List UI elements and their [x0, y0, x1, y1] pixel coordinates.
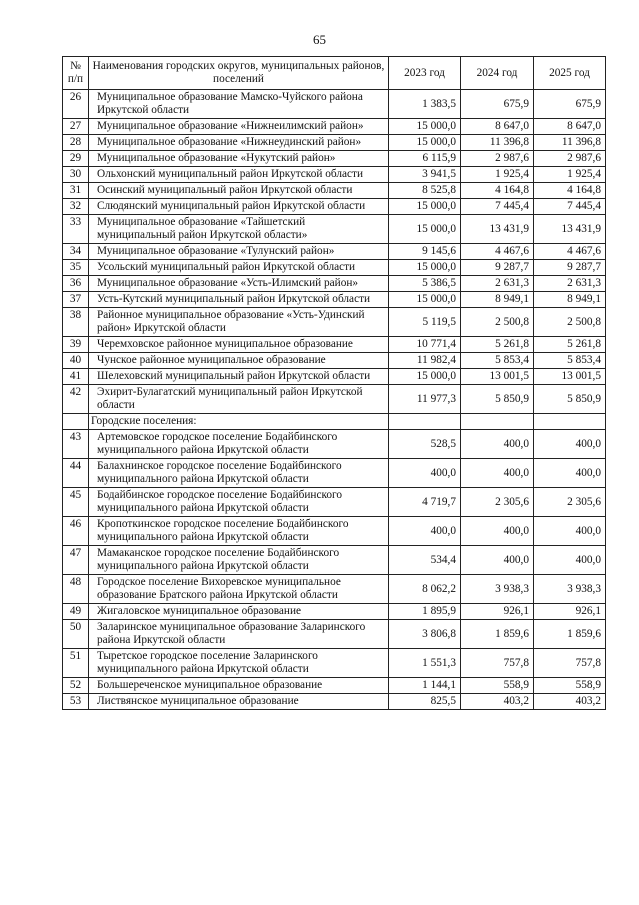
municipality-name: Муниципальное образование «Усть-Илимский район»: [89, 276, 389, 292]
municipality-name: Муниципальное образование Мамско-Чуйского района Иркутской области: [89, 90, 389, 119]
table-row: [63, 575, 606, 604]
value-2023: 400,0: [389, 517, 461, 546]
page-number: 65: [313, 32, 326, 47]
municipality-name: Большереченское муниципальное образование: [89, 678, 389, 694]
value-2025: 11 396,8: [534, 135, 606, 151]
table-row: [63, 167, 606, 183]
table-row: [63, 215, 606, 244]
row-number: 29: [63, 151, 89, 167]
value-2025: 3 938,3: [534, 575, 606, 604]
row-number: 33: [63, 215, 89, 244]
table-row: [63, 308, 606, 337]
municipality-name: Шелеховский муниципальный район Иркутской области: [89, 369, 389, 385]
municipality-name: Эхирит-Булагатский муниципальный район Иркутской области: [89, 385, 389, 414]
row-number: 27: [63, 119, 89, 135]
value-2025: 4 164,8: [534, 183, 606, 199]
value-2023: 8 525,8: [389, 183, 461, 199]
table-row: [63, 546, 606, 575]
municipality-name: Слюдянский муниципальный район Иркутской области: [89, 199, 389, 215]
value-2024: 9 287,7: [461, 260, 534, 276]
value-2025: 558,9: [534, 678, 606, 694]
municipality-name: Муниципальное образование «Нижнеудинский район»: [89, 135, 389, 151]
row-number: 32: [63, 199, 89, 215]
value-2025: 400,0: [534, 546, 606, 575]
value-2025: 8 949,1: [534, 292, 606, 308]
value-2023: 528,5: [389, 430, 461, 459]
municipality-name: Муниципальное образование «Тайшетский муниципальный район Иркутской области»: [89, 215, 389, 244]
municipality-name: Балахнинское городское поселение Бодайбинского муниципального района Иркутской области: [89, 459, 389, 488]
value-2025: 757,8: [534, 649, 606, 678]
allocation-table: [62, 56, 606, 710]
value-2024: 2 631,3: [461, 276, 534, 292]
row-number: 41: [63, 369, 89, 385]
value-2024: 675,9: [461, 90, 534, 119]
row-number: 48: [63, 575, 89, 604]
value-2023: 1 551,3: [389, 649, 461, 678]
row-number: 42: [63, 385, 89, 414]
header-num: № п/п: [63, 57, 89, 90]
municipality-name: Заларинское муниципальное образование Заларинского района Иркутской области: [89, 620, 389, 649]
municipality-name: Городское поселение Вихоревское муниципальное образование Братского района Иркутской области: [89, 575, 389, 604]
value-2024: 7 445,4: [461, 199, 534, 215]
municipality-name: Муниципальное образование «Тулунский район»: [89, 244, 389, 260]
municipality-name: Муниципальное образование «Нижнеилимский район»: [89, 119, 389, 135]
value-2023: 15 000,0: [389, 260, 461, 276]
value-2024: 8 647,0: [461, 119, 534, 135]
empty-cell: [534, 414, 606, 430]
value-2025: 400,0: [534, 430, 606, 459]
value-2023: 400,0: [389, 459, 461, 488]
row-number: 51: [63, 649, 89, 678]
value-2024: 13 431,9: [461, 215, 534, 244]
value-2025: 7 445,4: [534, 199, 606, 215]
value-2025: 5 850,9: [534, 385, 606, 414]
value-2023: 15 000,0: [389, 199, 461, 215]
municipality-name: Осинский муниципальный район Иркутской области: [89, 183, 389, 199]
table-row: [63, 151, 606, 167]
value-2024: 400,0: [461, 430, 534, 459]
value-2025: 8 647,0: [534, 119, 606, 135]
value-2024: 8 949,1: [461, 292, 534, 308]
value-2024: 4 467,6: [461, 244, 534, 260]
value-2024: 558,9: [461, 678, 534, 694]
value-2025: 2 305,6: [534, 488, 606, 517]
value-2023: 15 000,0: [389, 215, 461, 244]
value-2025: 2 500,8: [534, 308, 606, 337]
value-2025: 2 987,6: [534, 151, 606, 167]
row-number: 47: [63, 546, 89, 575]
table-row: [63, 678, 606, 694]
value-2024: 400,0: [461, 517, 534, 546]
municipality-name: Чунское районное муниципальное образование: [89, 353, 389, 369]
table-row: [63, 292, 606, 308]
value-2023: 15 000,0: [389, 135, 461, 151]
row-number: 50: [63, 620, 89, 649]
value-2023: 1 144,1: [389, 678, 461, 694]
table-row: [63, 353, 606, 369]
value-2023: 825,5: [389, 694, 461, 710]
value-2023: 3 941,5: [389, 167, 461, 183]
municipality-name: Усольский муниципальный район Иркутской области: [89, 260, 389, 276]
section-title: Городские поселения:: [89, 414, 389, 430]
row-number: 40: [63, 353, 89, 369]
empty-cell: [461, 414, 534, 430]
municipality-name: Бодайбинское городское поселение Бодайбинского муниципального района Иркутской области: [89, 488, 389, 517]
table-body: [63, 90, 606, 710]
municipality-name: Мамаканское городское поселение Бодайбинского муниципального района Иркутской области: [89, 546, 389, 575]
row-number: 37: [63, 292, 89, 308]
value-2024: 11 396,8: [461, 135, 534, 151]
table-row: [63, 183, 606, 199]
value-2024: 5 853,4: [461, 353, 534, 369]
value-2025: 400,0: [534, 459, 606, 488]
value-2023: 11 982,4: [389, 353, 461, 369]
row-number: 38: [63, 308, 89, 337]
value-2023: 6 115,9: [389, 151, 461, 167]
row-number: 44: [63, 459, 89, 488]
value-2025: 1 925,4: [534, 167, 606, 183]
municipality-name: Листвянское муниципальное образование: [89, 694, 389, 710]
table-row: [63, 517, 606, 546]
municipality-name: Ольхонский муниципальный район Иркутской области: [89, 167, 389, 183]
value-2024: 3 938,3: [461, 575, 534, 604]
value-2023: 15 000,0: [389, 292, 461, 308]
value-2024: 5 850,9: [461, 385, 534, 414]
value-2025: 13 431,9: [534, 215, 606, 244]
table-row: [63, 135, 606, 151]
value-2025: 675,9: [534, 90, 606, 119]
table-row: [63, 488, 606, 517]
section-row: [63, 414, 606, 430]
table-row: [63, 337, 606, 353]
row-number: 28: [63, 135, 89, 151]
row-number: 45: [63, 488, 89, 517]
value-2024: 400,0: [461, 546, 534, 575]
value-2025: 2 631,3: [534, 276, 606, 292]
value-2024: 400,0: [461, 459, 534, 488]
section-num-cell: [63, 414, 89, 430]
value-2024: 1 859,6: [461, 620, 534, 649]
value-2024: 403,2: [461, 694, 534, 710]
value-2024: 757,8: [461, 649, 534, 678]
table-row: [63, 244, 606, 260]
value-2025: 13 001,5: [534, 369, 606, 385]
value-2024: 13 001,5: [461, 369, 534, 385]
table-row: [63, 199, 606, 215]
municipality-name: Муниципальное образование «Нукутский район»: [89, 151, 389, 167]
row-number: 36: [63, 276, 89, 292]
value-2024: 5 261,8: [461, 337, 534, 353]
value-2024: 2 305,6: [461, 488, 534, 517]
value-2025: 4 467,6: [534, 244, 606, 260]
table-row: [63, 694, 606, 710]
row-number: 35: [63, 260, 89, 276]
header-2024: 2024 год: [461, 57, 534, 90]
value-2023: 5 119,5: [389, 308, 461, 337]
header-2025: 2025 год: [534, 57, 606, 90]
row-number: 26: [63, 90, 89, 119]
table-header-row: [63, 57, 606, 90]
header-2023: 2023 год: [389, 57, 461, 90]
row-number: 31: [63, 183, 89, 199]
value-2023: 5 386,5: [389, 276, 461, 292]
row-number: 30: [63, 167, 89, 183]
value-2024: 926,1: [461, 604, 534, 620]
value-2025: 5 853,4: [534, 353, 606, 369]
row-number: 43: [63, 430, 89, 459]
value-2023: 15 000,0: [389, 369, 461, 385]
value-2023: 11 977,3: [389, 385, 461, 414]
value-2025: 1 859,6: [534, 620, 606, 649]
value-2023: 1 895,9: [389, 604, 461, 620]
municipality-name: Черемховское районное муниципальное образование: [89, 337, 389, 353]
municipality-name: Кропоткинское городское поселение Бодайбинского муниципального района Иркутской области: [89, 517, 389, 546]
value-2023: 15 000,0: [389, 119, 461, 135]
table-row: [63, 620, 606, 649]
table-row: [63, 260, 606, 276]
row-number: 39: [63, 337, 89, 353]
municipality-name: Артемовское городское поселение Бодайбинского муниципального района Иркутской области: [89, 430, 389, 459]
value-2023: 1 383,5: [389, 90, 461, 119]
table-row: [63, 430, 606, 459]
row-number: 46: [63, 517, 89, 546]
value-2023: 10 771,4: [389, 337, 461, 353]
municipality-name: Усть-Кутский муниципальный район Иркутской области: [89, 292, 389, 308]
table-row: [63, 119, 606, 135]
value-2024: 2 500,8: [461, 308, 534, 337]
value-2023: 8 062,2: [389, 575, 461, 604]
value-2025: 926,1: [534, 604, 606, 620]
value-2023: 3 806,8: [389, 620, 461, 649]
table-row: [63, 276, 606, 292]
value-2024: 2 987,6: [461, 151, 534, 167]
table-row: [63, 459, 606, 488]
value-2025: 403,2: [534, 694, 606, 710]
row-number: 34: [63, 244, 89, 260]
municipality-name: Жигаловское муниципальное образование: [89, 604, 389, 620]
table-row: [63, 369, 606, 385]
row-number: 53: [63, 694, 89, 710]
value-2025: 9 287,7: [534, 260, 606, 276]
value-2023: 534,4: [389, 546, 461, 575]
value-2024: 4 164,8: [461, 183, 534, 199]
header-name: Наименования городских округов, муниципальных районов, поселений: [89, 57, 389, 90]
empty-cell: [389, 414, 461, 430]
value-2023: 9 145,6: [389, 244, 461, 260]
value-2024: 1 925,4: [461, 167, 534, 183]
value-2025: 400,0: [534, 517, 606, 546]
table-row: [63, 604, 606, 620]
value-2023: 4 719,7: [389, 488, 461, 517]
municipality-name: Тыретское городское поселение Заларинского муниципального района Иркутской области: [89, 649, 389, 678]
value-2025: 5 261,8: [534, 337, 606, 353]
municipality-name: Районное муниципальное образование «Усть-Удинский район» Иркутской области: [89, 308, 389, 337]
row-number: 52: [63, 678, 89, 694]
table-row: [63, 385, 606, 414]
row-number: 49: [63, 604, 89, 620]
table-row: [63, 90, 606, 119]
table-row: [63, 649, 606, 678]
